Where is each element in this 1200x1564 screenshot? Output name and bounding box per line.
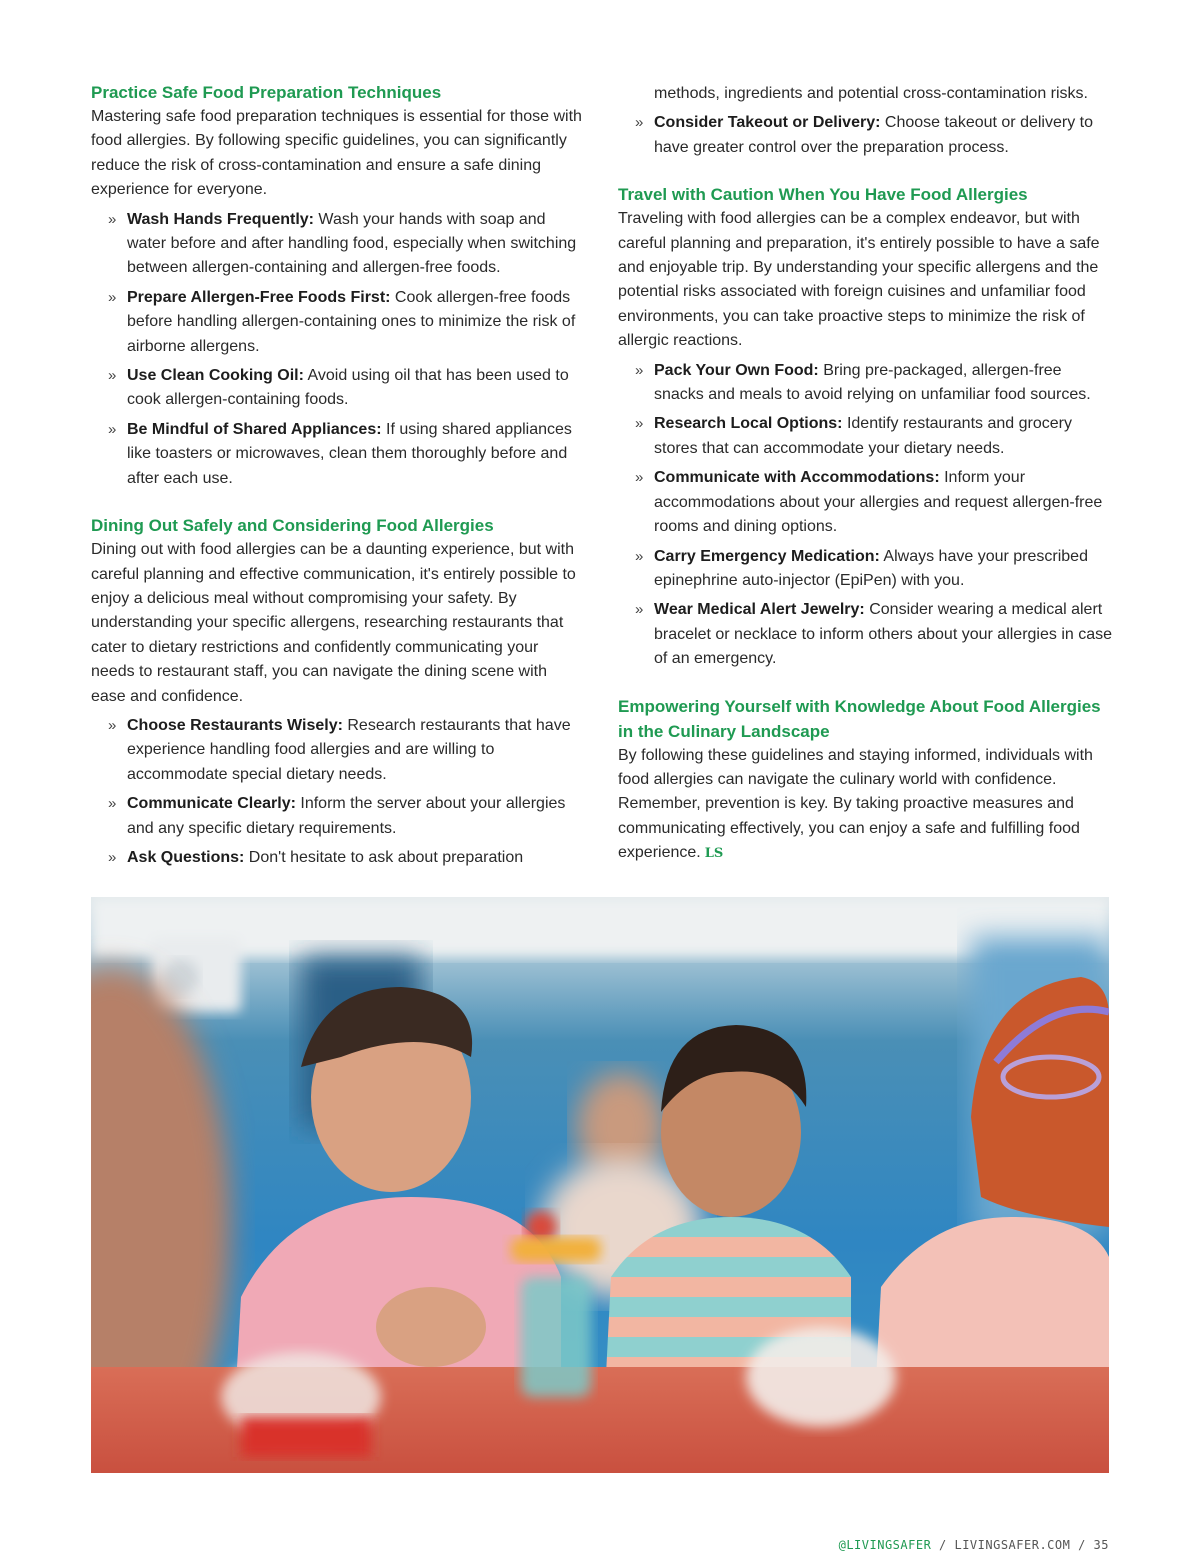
- continued-bullet-text: methods, ingredients and potential cross-contamination risks.: [654, 85, 1088, 102]
- bullet-text: Research restaurants that have experience handling food allergies and are willing to accommodate special dietary needs.: [127, 716, 571, 783]
- separator: /: [931, 1538, 955, 1552]
- section-safe-food-prep: [91, 80, 583, 491]
- chevron-bullet-icon: »: [108, 210, 117, 228]
- section-paragraph: Dining out with food allergies can be a daunting experience, but with careful planning and effective communication, it's entirely possible to enjoy a delicious meal without compromising your safety. By understanding your specific allergens, researching restaurants that cater to dietary restrictions and confidently communicating your needs to restaurant staff, you can navigate the dining scene with ease and confidence.: [91, 541, 576, 705]
- chevron-bullet-icon: »: [108, 795, 117, 813]
- section-paragraph: Mastering safe food preparation techniques is essential for those with food allergies. By following specific guidelines, you can significantly reduce the risk of cross-contamination and ensure a safe dining experience for everyone.: [91, 108, 582, 199]
- section-travel: [618, 182, 1112, 671]
- paragraph-text: By following these guidelines and staying informed, individuals with food allergies can navigate the culinary world with confidence. Remember, prevention is key. By taking proactive measures and communicating effectively, you can enjoy a safe and fulfilling food experience.: [618, 746, 1093, 862]
- chevron-bullet-icon: »: [108, 420, 117, 438]
- bullet-item: [91, 846, 583, 870]
- bullet-text: Inform the server about your allergies and any specific dietary requirements.: [127, 795, 566, 837]
- bullet-item: [618, 412, 1112, 461]
- bullet-text: Choose takeout or delivery to have greater control over the preparation process.: [654, 114, 1093, 156]
- chevron-bullet-icon: »: [108, 367, 117, 385]
- bullet-list: [91, 208, 583, 491]
- bullet-text: Avoid using oil that has been used to cook allergen-containing foods.: [127, 367, 569, 409]
- bullet-item: [91, 418, 583, 491]
- bullet-item: [91, 714, 583, 787]
- bullet-text: Consider wearing a medical alert bracelet or necklace to inform others about your allergies in case of an emergency.: [654, 601, 1113, 668]
- chevron-bullet-icon: »: [108, 288, 117, 306]
- kids-lunch-photo: [91, 897, 1109, 1473]
- bullet-text: Inform your accommodations about your allergies and request allergen-free rooms and dining options.: [654, 469, 1103, 536]
- page-footer: [839, 1538, 1109, 1552]
- bullet-item: [618, 466, 1112, 539]
- page-number: 35: [1093, 1538, 1109, 1552]
- bullet-list: [618, 359, 1112, 672]
- section-empowering: [618, 694, 1112, 867]
- bullet-item: [618, 359, 1112, 408]
- chevron-bullet-icon: »: [635, 469, 644, 487]
- food-container-clear: [746, 1327, 896, 1427]
- section-heading: Empowering Yourself with Knowledge About Food Allergies in the Culinary Landscape: [618, 696, 1101, 741]
- bullet-label: Research Local Options:: [654, 415, 843, 433]
- bullet-list: [618, 111, 1112, 160]
- bullet-label: Prepare Allergen-Free Foods First:: [127, 288, 391, 306]
- end-mark-logo-icon: LS: [704, 846, 724, 862]
- bullet-item: [91, 208, 583, 281]
- bullet-text: Identify restaurants and grocery stores that can accommodate your dietary needs.: [654, 415, 1072, 457]
- bullet-text: Wash your hands with soap and water before and after handling food, especially when switching between allergen-containing and allergen-free foods.: [127, 210, 577, 277]
- chevron-bullet-icon: »: [108, 716, 117, 734]
- bullet-item: [618, 598, 1112, 671]
- bullet-list: [91, 714, 583, 870]
- bullet-text: Cook allergen-free foods before handling allergen-containing ones to minimize the risk of airborne allergens.: [127, 288, 576, 355]
- social-handle: @LIVINGSAFER: [838, 1538, 932, 1552]
- right-column: [618, 80, 1112, 889]
- website: LIVINGSAFER.COM: [954, 1538, 1071, 1552]
- bullet-text: If using shared appliances like toasters or microwaves, clean them thoroughly before and after each use.: [127, 420, 572, 487]
- section-heading: Practice Safe Food Preparation Techniques: [91, 83, 442, 102]
- bullet-label: Consider Takeout or Delivery:: [654, 114, 881, 132]
- bullet-item: [618, 111, 1112, 160]
- left-column: [91, 80, 583, 892]
- chevron-bullet-icon: »: [108, 848, 117, 866]
- bullet-label: Carry Emergency Medication:: [654, 547, 880, 565]
- bullet-label: Use Clean Cooking Oil:: [127, 367, 304, 385]
- bullet-item: [91, 792, 583, 841]
- bullet-item: [91, 286, 583, 359]
- bullet-label: Ask Questions:: [127, 848, 245, 866]
- separator: /: [1070, 1538, 1094, 1552]
- bullet-label: Choose Restaurants Wisely:: [127, 716, 343, 734]
- bullet-label: Communicate Clearly:: [127, 795, 296, 813]
- chevron-bullet-icon: »: [635, 361, 644, 379]
- water-bottle: [521, 1277, 591, 1397]
- bullet-label: Wash Hands Frequently:: [127, 210, 314, 228]
- section-heading: Dining Out Safely and Considering Food Allergies: [91, 516, 494, 536]
- section-heading: Travel with Caution When You Have Food Allergies: [618, 185, 1028, 205]
- bullet-text: Don't hesitate to ask about preparation: [244, 848, 524, 866]
- chevron-bullet-icon: »: [635, 601, 644, 619]
- bullet-item: [618, 545, 1112, 594]
- photo-illustration: [91, 897, 1109, 1473]
- bullet-text: Always have your prescribed epinephrine auto-injector (EpiPen) with you.: [654, 547, 1088, 589]
- bullet-label: Wear Medical Alert Jewelry:: [654, 601, 865, 619]
- bullet-label: Pack Your Own Food:: [654, 361, 819, 379]
- section-paragraph: Traveling with food allergies can be a complex endeavor, but with careful planning and preparation, it's entirely possible to have a safe and enjoyable trip. By understanding your specific allergens and the potential risks associated with foreign cuisines and unfamiliar food environments, you can take proactive steps to minimize the risk of allergic reactions.: [618, 210, 1100, 350]
- section-dining-out: [91, 513, 583, 870]
- bullet-item: [91, 364, 583, 413]
- chevron-bullet-icon: »: [635, 415, 644, 433]
- chevron-bullet-icon: »: [635, 114, 644, 132]
- bullet-text: Bring pre-packaged, allergen-free snacks and meals to avoid relying on unfamiliar food sources.: [654, 361, 1091, 404]
- chevron-bullet-icon: »: [635, 547, 644, 565]
- section-paragraph: [618, 744, 1112, 867]
- bullet-label: Communicate with Accommodations:: [654, 469, 940, 487]
- bullet-label: Be Mindful of Shared Appliances:: [127, 420, 382, 438]
